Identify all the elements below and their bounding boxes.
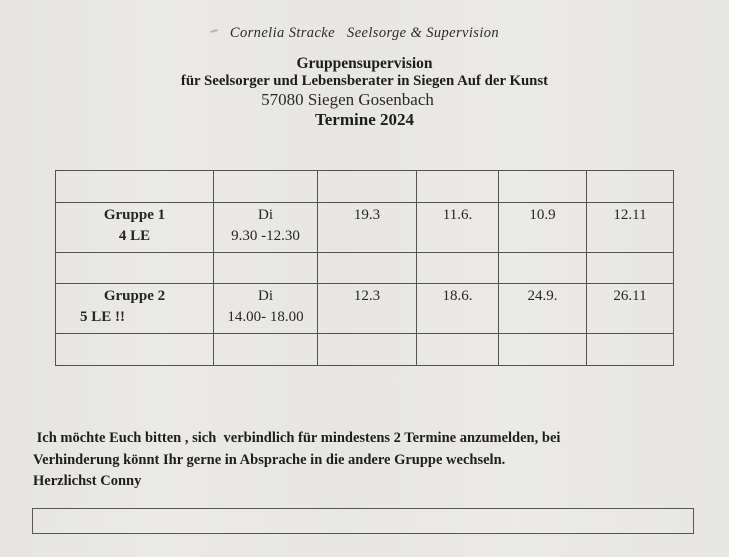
page-title: Gruppensupervision xyxy=(296,55,433,72)
group1-date-1: 19.3 xyxy=(318,203,417,253)
group1-time: 9.30 -12.30 xyxy=(231,228,300,244)
address-line: 57080 Siegen Gosenbach xyxy=(261,90,434,109)
footer-line-2: Verhinderung könnt Ihr gerne in Absprache in die andere Gruppe wechseln. xyxy=(33,451,506,468)
empty-cell xyxy=(214,334,318,366)
group1-date-4: 12.11 xyxy=(587,203,674,253)
group2-date-4: 26.11 xyxy=(587,284,674,334)
footer-note xyxy=(33,428,693,493)
group1-name: Gruppe 1 xyxy=(103,207,166,223)
group2-daytime-cell xyxy=(214,284,318,334)
empty-cell xyxy=(318,334,417,366)
group2-note: 5 LE !! xyxy=(80,309,125,325)
empty-cell xyxy=(587,171,674,203)
group2-row xyxy=(56,284,674,334)
empty-cell xyxy=(56,334,214,366)
empty-cell xyxy=(499,334,587,366)
empty-cell xyxy=(318,253,417,284)
empty-cell xyxy=(499,253,587,284)
group2-time: 14.00- 18.00 xyxy=(227,309,304,325)
footer-line-1: Ich möchte Euch bitten , sich verbindlich für mindestens 2 Termine anzumelden, bei xyxy=(33,430,561,446)
group1-note: 4 LE xyxy=(118,228,151,244)
empty-cell xyxy=(417,253,499,284)
termine-table xyxy=(55,170,674,366)
group1-date-3: 10.9 xyxy=(499,203,587,253)
empty-cell xyxy=(417,171,499,203)
footer-line-3: Herzlichst Conny xyxy=(33,473,142,489)
spacer-row xyxy=(56,171,674,203)
signature-box xyxy=(32,508,694,534)
empty-cell xyxy=(214,253,318,284)
group1-daytime-cell xyxy=(214,203,318,253)
group2-date-3: 24.9. xyxy=(499,284,587,334)
spacer-row xyxy=(56,334,674,366)
group2-day: Di xyxy=(258,288,273,304)
dates-heading: Termine 2024 xyxy=(314,110,414,129)
subtitle-line: für Seelsorger und Lebensberater in Siegen Auf der Kunst xyxy=(180,73,549,89)
group2-cell xyxy=(56,284,214,334)
group1-date-2: 11.6. xyxy=(417,203,499,253)
empty-cell xyxy=(499,171,587,203)
empty-cell xyxy=(417,334,499,366)
empty-cell xyxy=(56,171,214,203)
empty-cell xyxy=(56,253,214,284)
group2-name: Gruppe 2 xyxy=(103,288,166,304)
empty-cell xyxy=(318,171,417,203)
empty-cell xyxy=(214,171,318,203)
letterhead-line: Cornelia Stracke Seelsorge & Supervision xyxy=(229,25,500,41)
group1-cell xyxy=(56,203,214,253)
group2-date-1: 12.3 xyxy=(318,284,417,334)
group1-day: Di xyxy=(258,207,273,223)
group2-date-2: 18.6. xyxy=(417,284,499,334)
spacer-row xyxy=(56,253,674,284)
empty-cell xyxy=(587,334,674,366)
empty-cell xyxy=(587,253,674,284)
group1-row xyxy=(56,203,674,253)
